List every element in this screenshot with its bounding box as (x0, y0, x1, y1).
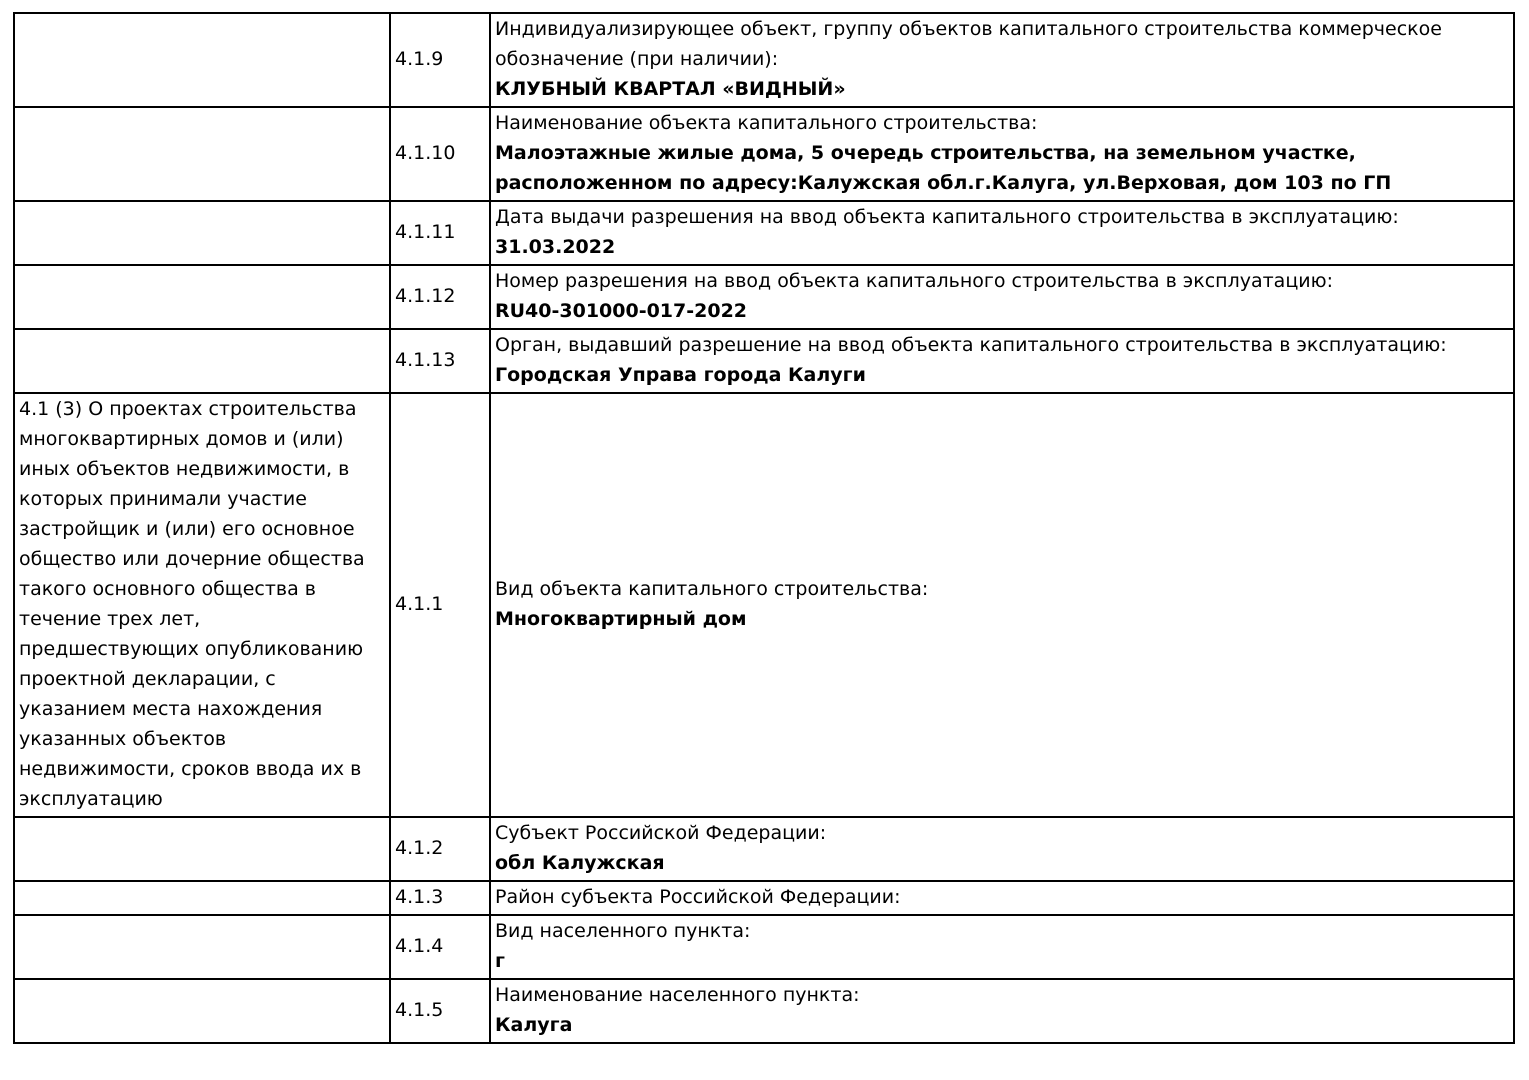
field-value: RU40-301000-017-2022 (495, 300, 748, 322)
row-content-cell (490, 265, 1514, 329)
field-label: Орган, выдавший разрешение на ввод объекта капитального строительства в эксплуатацию: (495, 334, 1447, 356)
row-content-cell (490, 881, 1514, 915)
row-content-cell (490, 107, 1514, 201)
declaration-table-body (14, 13, 1514, 1043)
row-description-cell (14, 107, 390, 201)
row-description-cell: 4.1 (3) О проектах строительства многоквартирных домов и (или) иных объектов недвижимости, в которых принимали участие застройщик и (или) его основное общество или дочерние общества такого основного общества в течение трех лет, предшествующих опубликованию проектной декларации, с указанием места нахождения указанных объектов недвижимости, сроков ввода их в эксплуатацию (14, 393, 390, 817)
row-content-cell (490, 13, 1514, 107)
field-label: Вид населенного пункта: (495, 920, 751, 942)
table-row (14, 915, 1514, 979)
row-code-cell: 4.1.9 (390, 13, 490, 107)
field-value: г (495, 950, 505, 972)
row-content-cell (490, 817, 1514, 881)
field-value: 31.03.2022 (495, 236, 616, 258)
field-label: Наименование населенного пункта: (495, 984, 860, 1006)
row-code-cell: 4.1.13 (390, 329, 490, 393)
table-row (14, 201, 1514, 265)
field-label: Вид объекта капитального строительства: (495, 578, 929, 600)
row-content-cell (490, 201, 1514, 265)
row-description-cell (14, 881, 390, 915)
row-content-cell (490, 915, 1514, 979)
field-value: обл Калужская (495, 852, 665, 874)
field-value: Малоэтажные жилые дома, 5 очередь строительства, на земельном участке, расположенном по адресу:Калужская обл.г.Калуга, ул.Верховая, дом 103 по ГП (495, 142, 1392, 194)
table-row (14, 13, 1514, 107)
field-value: КЛУБНЫЙ КВАРТАЛ «ВИДНЫЙ» (495, 78, 846, 100)
row-code-cell: 4.1.3 (390, 881, 490, 915)
table-row (14, 265, 1514, 329)
row-content-cell (490, 393, 1514, 817)
table-row (14, 107, 1514, 201)
row-description-cell (14, 817, 390, 881)
field-label: Наименование объекта капитального строительства: (495, 112, 1038, 134)
table-row (14, 393, 1514, 817)
row-code-cell: 4.1.5 (390, 979, 490, 1043)
row-code-cell: 4.1.12 (390, 265, 490, 329)
row-code-cell: 4.1.4 (390, 915, 490, 979)
row-description-cell (14, 915, 390, 979)
field-value: Городская Управа города Калуги (495, 364, 866, 386)
field-label: Дата выдачи разрешения на ввод объекта капитального строительства в эксплуатацию: (495, 206, 1399, 228)
project-declaration-table (13, 12, 1515, 1044)
table-row (14, 881, 1514, 915)
field-label: Индивидуализирующее объект, группу объектов капитального строительства коммерческое обозначение (при наличии): (495, 18, 1442, 70)
row-code-cell: 4.1.2 (390, 817, 490, 881)
field-label: Номер разрешения на ввод объекта капитального строительства в эксплуатацию: (495, 270, 1333, 292)
row-description-cell (14, 329, 390, 393)
row-code-cell: 4.1.11 (390, 201, 490, 265)
row-content-cell (490, 329, 1514, 393)
field-value: Калуга (495, 1014, 573, 1036)
row-content-cell (490, 979, 1514, 1043)
table-row (14, 329, 1514, 393)
row-code-cell: 4.1.1 (390, 393, 490, 817)
row-code-cell: 4.1.10 (390, 107, 490, 201)
field-label: Район субъекта Российской Федерации: (495, 886, 901, 908)
field-label: Субъект Российской Федерации: (495, 822, 827, 844)
row-description-cell (14, 13, 390, 107)
row-description-cell (14, 265, 390, 329)
field-value: Многоквартирный дом (495, 608, 747, 630)
table-row (14, 979, 1514, 1043)
table-row (14, 817, 1514, 881)
row-description-cell (14, 201, 390, 265)
row-description-cell (14, 979, 390, 1043)
